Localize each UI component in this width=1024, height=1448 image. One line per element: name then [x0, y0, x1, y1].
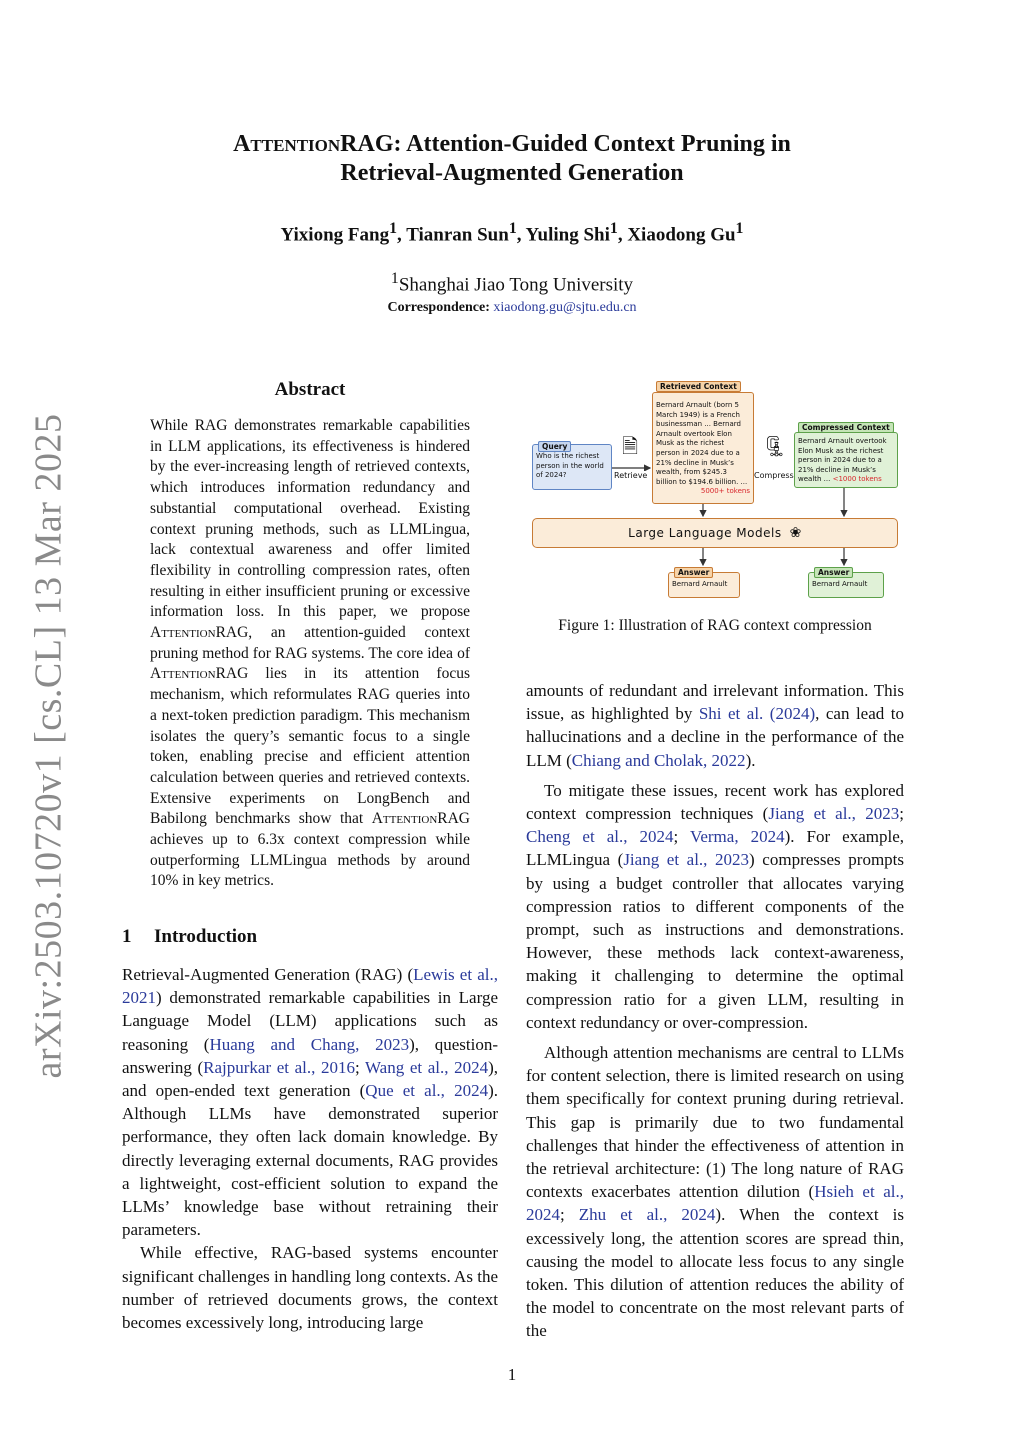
arxiv-id: arXiv:2503.10720v1 [cs.CL] 13 Mar 2025 — [27, 413, 70, 1079]
citation-link[interactable]: Zhu et al., 2024 — [578, 1205, 716, 1225]
compress-file-icon: 🗜 — [762, 434, 788, 458]
author-affil-mark: 1 — [389, 220, 398, 237]
citation-link[interactable]: Wang et al., 2024 — [365, 1057, 489, 1077]
answer-text: Bernard Arnault — [672, 580, 728, 588]
citation-link[interactable]: Jiang et al., 2023 — [623, 850, 750, 870]
text: ), and open-ended text generation ( — [122, 1057, 498, 1101]
author-affil-mark: 1 — [508, 220, 517, 237]
retrieved-context-tag: Retrieved Context — [656, 381, 741, 392]
affiliation-name: Shanghai Jiao Tong University — [398, 274, 634, 296]
compressed-token-count: <1000 tokens — [832, 475, 882, 484]
citation-link[interactable]: Rajpurkar et al., 2016 — [203, 1057, 355, 1077]
correspondence-email-link[interactable]: xiaodong.gu@sjtu.edu.cn — [493, 300, 637, 315]
llm-box — [532, 518, 898, 548]
text: ; — [560, 1205, 579, 1225]
page-number: 1 — [507, 1365, 517, 1384]
affiliation-mark: 1 — [390, 270, 399, 287]
openai-logo-icon: ❀ — [789, 525, 802, 541]
llm-label: Large Language Models — [628, 526, 782, 540]
citation-link[interactable]: Hsieh et al., 2024 — [526, 1182, 904, 1225]
citation-link[interactable]: Verma, 2024 — [689, 827, 785, 847]
retrieve-label: Retrieve — [614, 471, 648, 480]
title-line1: : Attention-Guided Context Pruning in — [393, 131, 791, 157]
text: ) demonstrated remarkable capabilities in Large Language Model (LLM) applications such as reasoning ( — [122, 988, 498, 1054]
abstract-body — [150, 416, 470, 892]
compressed-context-text: Bernard Arnault overtook Elon Musk as the richest person in 2024 due to a 21% decline in Musk’s wealth ... — [798, 437, 887, 484]
affiliation — [140, 270, 884, 296]
abstract-text: achieves up to 6.3x context compression while outperforming LLMLingua methods by around 10% in key metrics. — [150, 831, 470, 890]
text: ). Although LLMs have demonstrated superior performance, they often lack domain knowledge. By directly leveraging external documents, RAG provides a lightweight, cost-efficient solution to expand the LLMs’ knowledge base without retraining their parameters. — [122, 1081, 498, 1240]
citation-link[interactable]: Chiang and Cholak, 2022 — [571, 750, 746, 770]
text: ), question-answering ( — [122, 1034, 498, 1077]
author-affil-mark: 1 — [735, 220, 744, 237]
text: ). — [745, 750, 756, 770]
compressed-context-box — [794, 432, 898, 488]
author-list: Yixiong Fang$^1$, Tianran Sun$^1$, Yuling Shi$^1$, Xiaodong Gu$^1$ — [280, 220, 744, 246]
title-line2: Retrieval-Augmented Generation — [340, 160, 684, 186]
text: To mitigate these issues, recent work has explored context compression techniques ( — [526, 780, 904, 824]
abstract-heading: Abstract — [274, 379, 346, 400]
compressed-context-tag: Compressed Context — [798, 422, 894, 433]
correspondence-label: Correspondence: — [387, 300, 490, 315]
method-name: AttentionRAG — [150, 665, 249, 683]
retrieved-token-count: 5000+ tokens — [700, 487, 750, 496]
text: ; — [673, 827, 690, 847]
section-heading-introduction — [122, 926, 257, 948]
method-name: AttentionRAG — [371, 810, 470, 828]
text: ). When the context is excessively long, the attention scores are spread thin, causing the model to allocate less focus to any single token. This dilution of attention reduces the ability of the model to concentrate on the most relevant parts of the — [526, 1205, 904, 1341]
paragraph: While effective, RAG-based systems encounter significant challenges in handling long contexts. As the number of retrieved documents grows, the context becomes excessively long, introducing large — [122, 1243, 498, 1333]
section-title: Introduction — [154, 926, 258, 947]
citation-link[interactable]: Jiang et al., 2023 — [768, 804, 900, 824]
text: ). For example, LLMLingua ( — [526, 827, 905, 870]
text: , can lead to hallucinations and a decline in the performance of the LLM ( — [526, 704, 904, 770]
answer-text: Bernard Arnault — [812, 580, 868, 588]
query-text: Who is the richest person in the world of 2024? — [536, 452, 604, 480]
figure-rag-compression — [526, 378, 904, 608]
text: ) compresses prompts by using a budget controller that allocates varying compression ratios to different components of the prompt, such as instructions and demonstrations. However, these methods lack context-awareness, making it challenging to determine the optimal compression ratio for a given LLM, resulting in context redundancy or over-compression. — [526, 850, 905, 1032]
arxiv-stamp — [22, 413, 74, 1079]
paragraph — [526, 1041, 904, 1343]
answer-tag: Answer — [674, 567, 713, 578]
text: amounts of redundant and irrelevant information. This issue, as highlighted by — [526, 681, 904, 724]
section-number: 1 — [122, 926, 132, 947]
paragraph — [122, 963, 498, 1241]
correspondence — [140, 300, 884, 316]
author-name: Yuling Shi — [525, 224, 610, 246]
document-icon: 🗎 — [622, 434, 639, 458]
intro-left-column — [122, 963, 498, 1334]
text: ; — [354, 1057, 365, 1077]
abstract-text: While RAG demonstrates remarkable capabilities in LLM applications, its effectiveness is hindered by the ever-increasing length of retrieved contexts, which introduces information redundancy and substantial computational overhead. Existing context pruning methods, such as LLMLingua, lack contextual awareness and offer limited flexibility in controlling compression rates, often resulting in either insufficient pruning or excessive information loss. In this paper, we propose — [150, 417, 470, 621]
paper-title — [140, 130, 884, 188]
paragraph — [526, 679, 904, 772]
citation-link[interactable]: Huang and Chang, 2023 — [209, 1034, 410, 1054]
retrieved-context-box — [652, 392, 754, 504]
text: Although attention mechanisms are central to LLMs for content selection, there is limited research on using them specifically for context pruning during retrieval. This gap is primarily due to two fundamental challenges that hinder the effectiveness of attention in the retrieval architecture: (1) The long nature of RAG contexts exacerbates attention dilution ( — [526, 1043, 904, 1202]
author-name: Tianran Sun — [406, 224, 509, 246]
text: Retrieval-Augmented Generation (RAG) ( — [122, 965, 414, 984]
paragraph — [526, 779, 904, 1034]
abstract-text: , an attention-guided context pruning method for RAG systems. The core idea of — [150, 624, 470, 662]
query-tag: Query — [538, 441, 571, 452]
abstract-text: lies in its attention focus mechanism, which reformulates RAG queries into a next-token prediction paradigm. This mechanism isolates the query’s semantic focus to a single token, enabling precise and efficient attention calculation between queries and retrieved contexts. Extensive experiments on LongBench and Babilong benchmarks show that — [150, 665, 470, 828]
compress-label: Compress — [754, 471, 794, 480]
retrieved-context-text: Bernard Arnault (born 5 March 1949) is a French businessman ... Bernard Arnault overtook Elon Musk as the richest person in 2024 due to a 21% decline in Musk’s wealth, from $245.3 billion to $194.6 billion. ... — [656, 401, 748, 486]
title-method-name: AttentionRAG — [233, 131, 394, 157]
method-name: AttentionRAG — [150, 624, 249, 642]
citation-link[interactable]: Shi et al. (2024) — [698, 704, 816, 724]
intro-right-column — [526, 679, 904, 1343]
author-affil-mark: 1 — [609, 220, 618, 237]
citation-link[interactable]: Que et al., 2024 — [365, 1081, 489, 1101]
citation-link[interactable]: Cheng et al., 2024 — [526, 827, 674, 847]
citation-link[interactable]: Lewis et al., 2021 — [122, 965, 498, 1008]
author-name: Yixiong Fang — [280, 224, 390, 246]
text: ; — [899, 804, 905, 824]
figure-caption: Figure 1: Illustration of RAG context compression — [558, 617, 872, 634]
answer-tag: Answer — [814, 567, 853, 578]
author-name: Xiaodong Gu — [627, 224, 736, 246]
